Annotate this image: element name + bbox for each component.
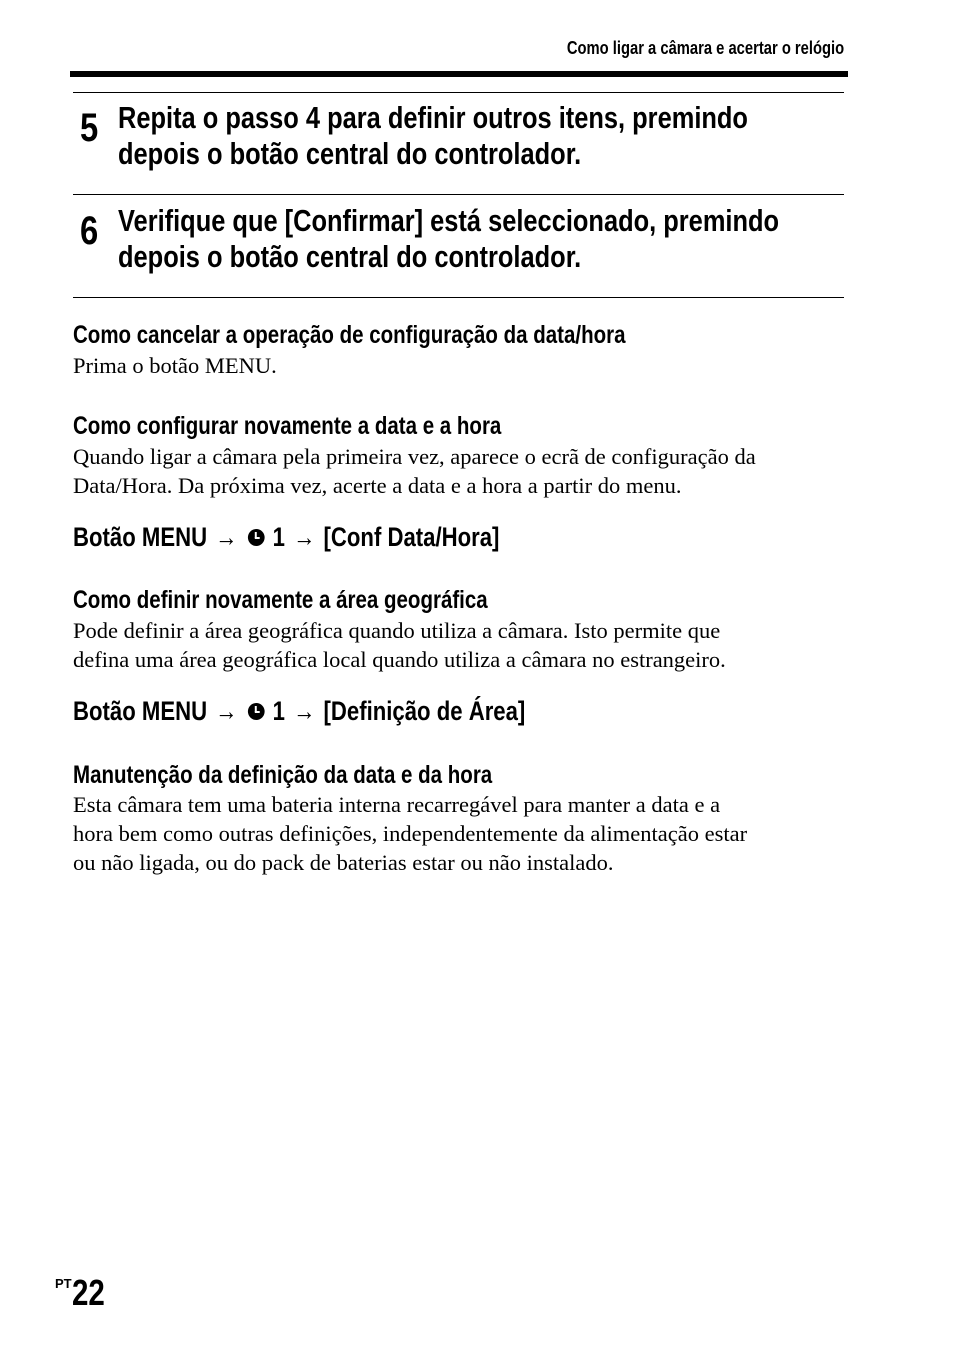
page-digits: 22	[71, 1272, 105, 1313]
menu-button-label: Botão MENU	[73, 522, 208, 552]
step-line: depois o botão central do controlador.	[118, 136, 582, 171]
menu-page: 1	[272, 696, 285, 726]
body-text: Prima o botão MENU.	[73, 353, 277, 378]
divider	[73, 92, 844, 93]
menu-path	[73, 695, 525, 727]
body-text: Quando ligar a câmara pela primeira vez, aparece o ecrã de configuração da	[73, 444, 756, 469]
body-text: Esta câmara tem uma bateria interna recarregável para manter a data e a	[73, 792, 721, 817]
clock-icon	[247, 529, 264, 546]
step-text	[118, 203, 779, 275]
arrow: →	[215, 522, 238, 552]
body-text: Data/Hora. Da próxima vez, acerte a data e a hora a partir do menu.	[73, 473, 682, 498]
divider	[73, 297, 844, 298]
arrow: →	[215, 696, 238, 726]
step-line: Verifique que [Confirmar] está seleccionado, premindo	[118, 203, 780, 238]
language-code: PT	[55, 1276, 72, 1291]
section-heading: Como cancelar a operação de configuração da data/hora	[73, 321, 626, 349]
step-number: 6	[80, 209, 99, 253]
header-rule	[70, 71, 848, 77]
clock-icon	[247, 703, 264, 720]
body-text: hora bem como outras definições, independentemente da alimentação estar	[73, 821, 748, 846]
arrow: →	[293, 522, 316, 552]
menu-item: [Conf Data/Hora]	[323, 522, 500, 552]
step-line: Repita o passo 4 para definir outros itens, premindo	[118, 100, 748, 135]
menu-button-label: Botão MENU	[73, 696, 208, 726]
menu-item: [Definição de Área]	[323, 696, 526, 726]
page-number	[55, 1272, 112, 1314]
menu-page: 1	[272, 522, 285, 552]
divider	[73, 194, 844, 195]
section-title: Como ligar a câmara e acertar o relógio	[566, 38, 844, 58]
section-heading: Manutenção da definição da data e da hora	[73, 761, 493, 789]
menu-path	[73, 521, 499, 553]
step-line: depois o botão central do controlador.	[118, 239, 582, 274]
arrow: →	[293, 696, 316, 726]
step-number: 5	[80, 106, 99, 150]
body-text: defina uma área geográfica local quando utiliza a câmara no estrangeiro.	[73, 647, 726, 672]
body-text: ou não ligada, ou do pack de baterias estar ou não instalado.	[73, 850, 614, 875]
step-text	[118, 100, 748, 172]
body-text: Pode definir a área geográfica quando utiliza a câmara. Isto permite que	[73, 618, 721, 643]
section-heading: Como definir novamente a área geográfica	[73, 586, 488, 614]
section-heading: Como configurar novamente a data e a hora	[73, 412, 502, 440]
